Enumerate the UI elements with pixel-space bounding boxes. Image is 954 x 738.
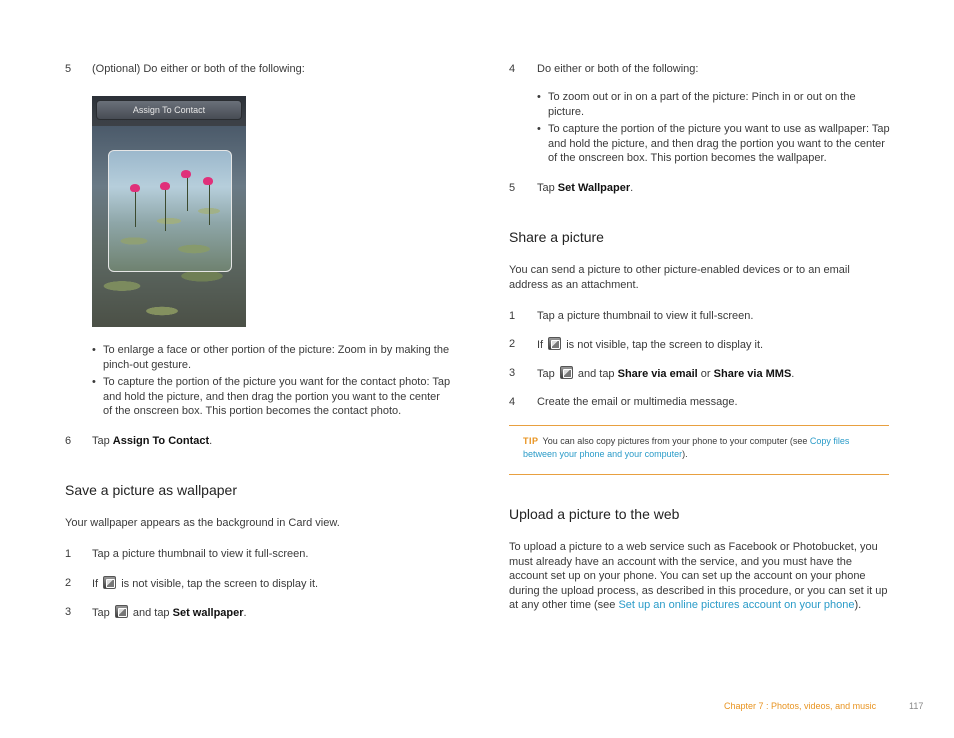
chapter-footer: Chapter 7 : Photos, videos, and music	[724, 701, 877, 711]
set-wallpaper-command: Set wallpaper	[172, 607, 244, 619]
list-item: • To enlarge a face or other portion of the picture: Zoom in by making the pinch-out gesture.	[92, 343, 452, 372]
lotus-flower	[203, 177, 213, 185]
tip-label: TIP	[523, 436, 539, 446]
step-text: If is not visible, tap the screen to display it.	[537, 339, 764, 351]
step-text: Tap and tap Share via email or Share via MMS.	[537, 368, 795, 380]
step-text: Tap Set Wallpaper.	[537, 182, 634, 194]
flower-stem	[135, 189, 136, 227]
lotus-flower	[130, 184, 140, 192]
lotus-flower	[181, 170, 191, 178]
step-number: 3	[65, 606, 72, 618]
tip-top-rule	[509, 425, 889, 426]
step-number: 6	[65, 435, 72, 447]
step-number: 3	[509, 367, 516, 379]
menu-icon	[548, 337, 561, 350]
step-text: Tap a picture thumbnail to view it full-screen.	[537, 310, 754, 322]
tip-bottom-rule	[509, 474, 889, 475]
assign-to-contact-label: Assign To Contact	[132, 105, 206, 115]
step-text: If is not visible, tap the screen to display it.	[92, 578, 319, 590]
flower-stem	[187, 175, 188, 211]
share-via-mms-command: Share via MMS	[713, 368, 792, 380]
step-text: Tap a picture thumbnail to view it full-screen.	[92, 548, 309, 560]
assign-to-contact-bar	[96, 100, 242, 120]
step-number: 2	[65, 577, 72, 589]
step-text: Do either or both of the following:	[537, 63, 699, 75]
page-number: 117	[909, 701, 924, 711]
menu-icon	[103, 576, 116, 589]
step-text: Tap Assign To Contact.	[92, 435, 213, 447]
assign-to-contact-command: Assign To Contact	[112, 435, 210, 447]
share-via-email-command: Share via email	[617, 368, 698, 380]
step-number: 1	[509, 310, 516, 322]
left-bullet-list	[92, 343, 452, 422]
step-text: Create the email or multimedia message.	[537, 396, 738, 408]
copy-files-link[interactable]: Copy files between your phone and your computer	[523, 436, 850, 459]
section-heading: Share a picture	[509, 229, 604, 245]
menu-icon	[115, 605, 128, 618]
upload-paragraph: To upload a picture to a web service such as Facebook or Photobucket, you must already have an account with the service, and you must have the account set up on your phone. You can set up the account on your phone during the upload process, as described in this procedure, or you can set it up at any other time (see Set up an online pictures account on your phone).	[509, 541, 888, 612]
list-item: • To capture the portion of the picture you want for the contact photo: Tap and hold the picture, and then drag the portion you want to the center of the onscreen box. This portion becomes the contact photo.	[92, 375, 452, 419]
tip-box: TIP You can also copy pictures from your phone to your computer (see Copy files between your phone and your computer).	[523, 436, 850, 459]
flower-stem	[165, 187, 166, 231]
online-pictures-account-link[interactable]: Set up an online pictures account on your phone	[618, 599, 855, 612]
step-number: 5	[65, 63, 72, 75]
flower-stem	[209, 183, 210, 225]
section-intro: You can send a picture to other picture-enabled devices or to an email address as an attachment.	[509, 264, 850, 291]
step-number: 2	[509, 338, 516, 350]
right-bullet-list	[537, 90, 892, 169]
tip-text: You can also copy pictures from your phone to your computer (see	[542, 436, 810, 446]
list-item: • To capture the portion of the picture you want to use as wallpaper: Tap and hold the picture, and then drag the portion you want to the center of the onscreen box. This portion becomes the wallpaper.	[537, 122, 892, 166]
list-item: • To zoom out or in on a part of the picture: Pinch in or out on the picture.	[537, 90, 892, 119]
step-number: 4	[509, 396, 516, 408]
step-number: 1	[65, 548, 72, 560]
section-intro: Your wallpaper appears as the background in Card view.	[65, 517, 340, 529]
step-number: 4	[509, 63, 516, 75]
menu-icon	[560, 366, 573, 379]
step-text: Tap and tap Set wallpaper.	[92, 607, 247, 619]
crop-box	[108, 150, 232, 272]
section-heading: Save a picture as wallpaper	[65, 482, 237, 498]
step-number: 5	[509, 182, 516, 194]
set-wallpaper-command: Set Wallpaper	[557, 182, 631, 194]
section-heading: Upload a picture to the web	[509, 506, 680, 522]
lotus-flower	[160, 182, 170, 190]
step-text: (Optional) Do either or both of the following:	[92, 63, 305, 75]
